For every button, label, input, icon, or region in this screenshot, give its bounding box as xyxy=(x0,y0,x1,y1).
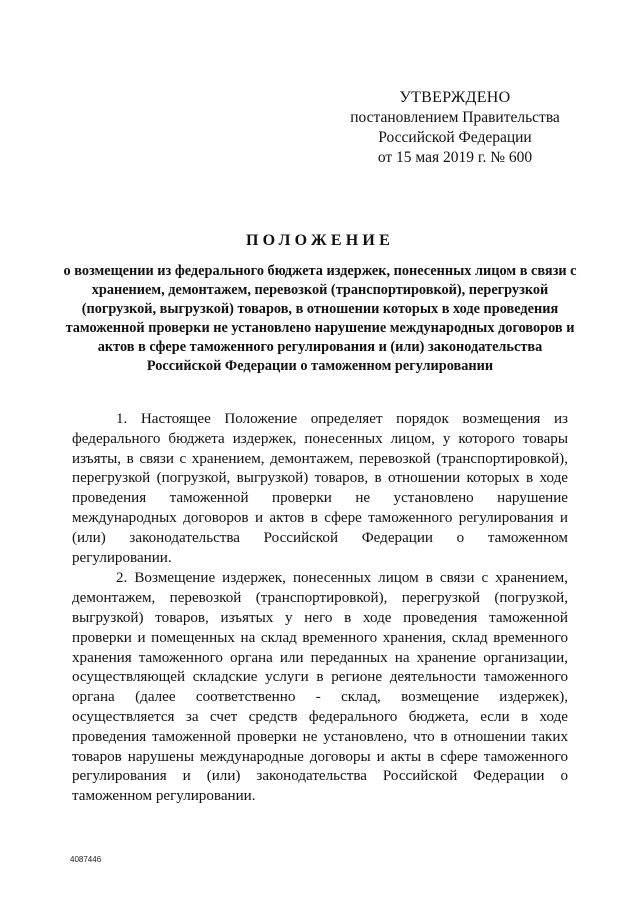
document-heading: ПОЛОЖЕНИЕ xyxy=(246,232,394,249)
paragraph-2: 2. Возмещение издержек, понесенных лицом в связи с хранением, демонтажем, перевозкой (транспортировкой), перегрузкой (погрузкой, выгрузкой) товаров, изъятых у него в ходе проведения таможенной проверки и помещенных на склад временного хранения, склад временного хранения таможенного органа или переданных на хранение организации, осуществляющей складские услуги в регионе деятельности таможенного органа (далее соответственно - склад, возмещение издержек), осуществляется за счет средств федерального бюджета, если в ходе проведения таможенной проверки не установлено, что в отношении таких товаров нарушены международные договоры и акты в сфере таможенного регулирования и (или) законодательства Российской Федерации о таможенном регулировании. xyxy=(72,570,568,805)
approval-line-2: Российской Федерации xyxy=(378,129,532,146)
footer-document-code: 4087446 xyxy=(70,855,102,864)
approval-date-number: от 15 мая 2019 г. № 600 xyxy=(377,149,533,166)
approval-line-1: постановлением Правительства xyxy=(350,109,560,126)
document-body xyxy=(72,410,568,808)
approval-stamp-block xyxy=(340,88,570,168)
approval-title: УТВЕРЖДЕНО xyxy=(399,89,511,106)
paragraph-1: 1. Настоящее Положение определяет порядок возмещения из федерального бюджета издержек, понесенных лицом, у которого товары изъяты, в связи с хранением, демонтажем, перевозкой (транспортировкой), перегрузкой (погрузкой, выгрузкой) товаров, в отношении которых в ходе проведения таможенной проверки не установлено нарушение международных договоров и актов в сфере таможенного регулирования и (или) законодательства Российской Федерации о таможенном регулировании. xyxy=(72,411,568,566)
document-subtitle: о возмещении из федерального бюджета издержек, понесенных лицом в связи с хранением, демонтажем, перевозкой (транспортировкой), перегрузкой (погрузкой, выгрузкой) товаров, в отношении которых в ходе проведения таможенной проверки не установлено нарушение международных договоров и актов в сфере таможенного регулирования и (или) законодательства Российской Федерации о таможенном регулировании xyxy=(63,263,577,374)
